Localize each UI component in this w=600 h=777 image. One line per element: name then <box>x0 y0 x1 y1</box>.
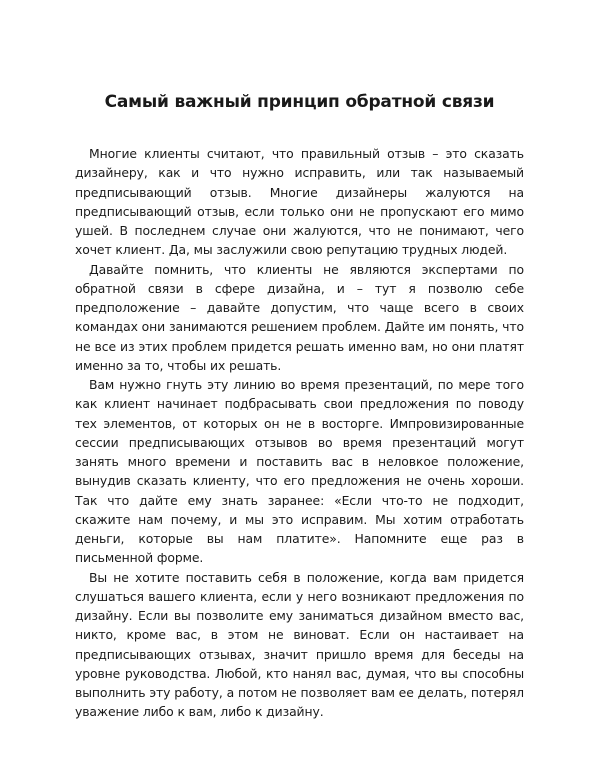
document-page <box>75 82 524 722</box>
body-paragraph: Давайте помнить, что клиенты не являются экспертами по обратной связи в сфере дизайна, и – тут я позволю себе предположение – давайте допустим, что чаще всего в своих командах они занимаются решением проблем. Дайте им понять, что не все из этих проблем придется решать именно вам, но они платят именно за то, чтобы их решать. <box>75 261 524 373</box>
section-heading: Самый важный принцип обратной связи <box>104 92 495 112</box>
body-paragraph: Вы не хотите поставить себя в положение, когда вам придется слушаться вашего клиента, если у него возникают предложения по дизайну. Если вы позволите ему заниматься дизайном вместо вас, никто, кроме вас, в этом не виноват. Если он настаивает на предписывающих отзывах, значит пришло время для беседы на уровне руководства. Любой, кто нанял вас, думая, что вы способны выполнить эту работу, а потом не позволяет вам ее делать, потерял уважение либо к вам, либо к дизайну. <box>75 569 524 720</box>
body-paragraph: Вам нужно гнуть эту линию во время презентаций, по мере того как клиент начинает подбрасывать свои предложения по поводу тех элементов, от которых он не в восторге. Импровизированные сессии предписывающих отзывов во время презентаций могут занять много времени и поставить вас в неловкое положение, вынудив сказать клиенту, что его предложения не очень хороши. Так что дайте ему знать заранее: «Если что-то не подходит, скажите нам почему, и мы это исправим. Мы хотим отработать деньги, которые вы нам платите». Напомните еще раз в письменной форме. <box>75 377 524 566</box>
body-paragraph: Многие клиенты считают, что правильный отзыв – это сказать дизайнеру, как и что нужно исправить, или так называемый предписывающий отзыв. Многие дизайнеры жалуются на предписывающий отзыв, если только они не пропускают его мимо ушей. В последнем случае они жалуются, что не понимают, чего хочет клиент. Да, мы заслужили свою репутацию трудных людей. <box>75 146 524 258</box>
